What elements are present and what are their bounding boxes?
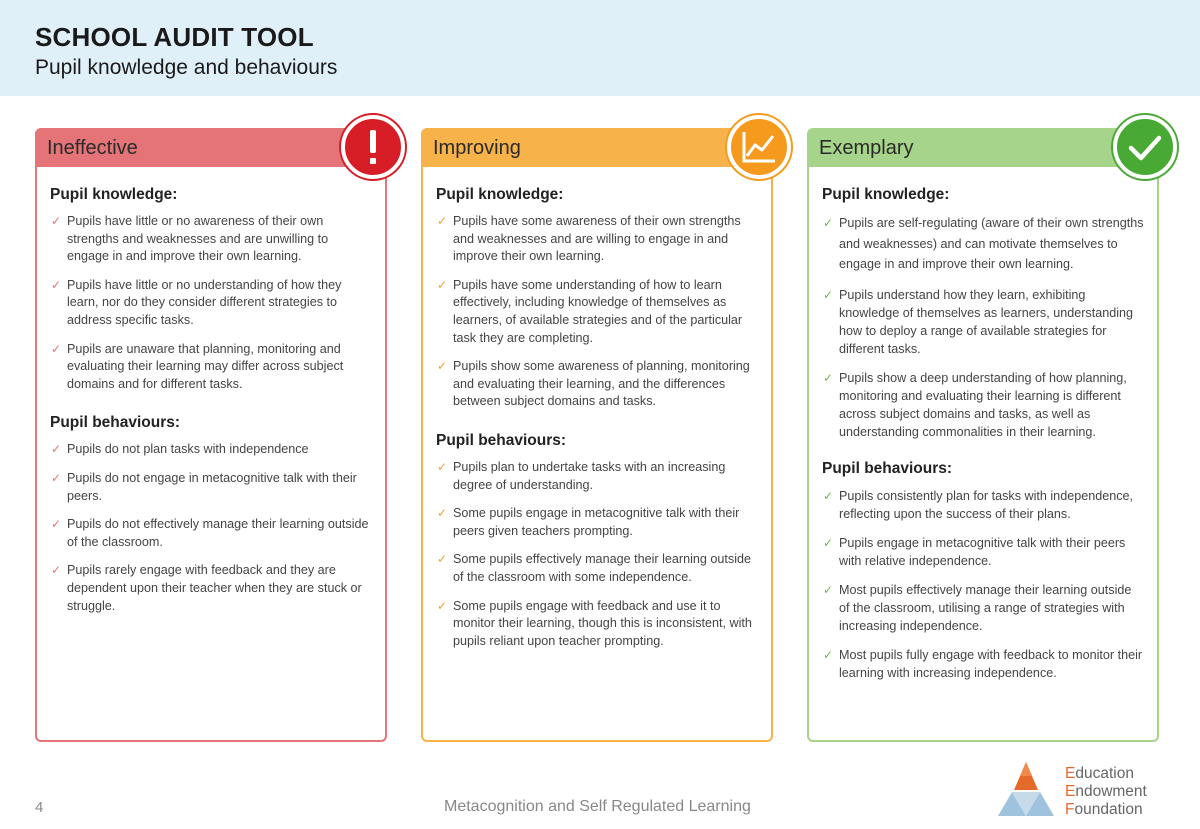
check-icon: ✓ [51,214,62,228]
list-item: ✓ Pupils do not effectively manage their learning outside of the classroom. [51,517,369,549]
section-title: Pupil knowledge: [50,186,178,203]
list-item: ✓ Pupils are unaware that planning, monitoring and evaluating their learning may differ across subject domains and for different tasks. [51,341,344,391]
check-icon: ✓ [51,341,62,356]
check-icon: ✓ [823,535,834,550]
section-title: Pupil knowledge: [436,186,564,203]
check-icon: ✓ [51,277,62,292]
card-heading: Ineffective [37,130,385,167]
card-ineffective [35,128,387,742]
list-item: ✓ Pupils have little or no understanding of how they learn, nor do they consider different strategies to address specific tasks. [51,277,342,327]
card-improving [421,128,773,742]
check-icon: ✓ [437,459,448,474]
section-title: Pupil behaviours: [822,459,953,477]
check-icon: ✓ [437,359,448,374]
section-title: Pupil knowledge: [822,186,950,203]
card-heading: Improving [423,130,771,167]
check-icon: ✓ [823,370,834,385]
line-chart-icon [727,115,791,179]
check-icon: ✓ [437,506,448,521]
page-subtitle: Pupil knowledge and behaviours [35,56,338,79]
checkmark-icon [1113,115,1177,179]
eef-logo-text: Education Endowment Foundation [1065,765,1147,818]
check-icon: ✓ [437,552,448,567]
list-item: ✓ Pupils understand how they learn, exhibiting knowledge of themselves as learners, understanding how to deploy a range of available strategies for different tasks. [823,287,1134,356]
exclamation-icon [341,115,405,179]
footer-title: Metacognition and Self Regulated Learning [444,798,751,815]
list-item: ✓ Pupils engage in metacognitive talk with their peers with relative independence. [823,535,1126,568]
list-item: ✓ Pupils show a deep understanding of how planning, monitoring and evaluating their learning is different across subject domains and tasks, as well as understanding commonalities in their learning. [823,370,1127,439]
page-header [0,0,1200,96]
check-icon: ✓ [823,216,834,230]
page-title: SCHOOL AUDIT TOOL [35,22,314,52]
check-icon: ✓ [437,598,448,613]
list-item: ✓ Pupils rarely engage with feedback and they are dependent upon their teacher when they are stuck or struggle. [51,563,362,613]
check-icon: ✓ [823,647,834,662]
card-exemplary [807,128,1159,742]
list-item: ✓ Some pupils engage in metacognitive talk with their peers given teachers prompting. [437,506,740,538]
list-item: ✓ Pupils consistently plan for tasks with independence, reflecting upon the success of their plans. [823,488,1134,521]
list-item: ✓ Pupils have some awareness of their own strengths and weaknesses and are willing to engage in and improve their own learning. [437,214,741,264]
list-item: ✓ Pupils plan to undertake tasks with an increasing degree of understanding. [437,459,726,492]
check-icon: ✓ [51,517,62,532]
list-item: ✓ Pupils have some understanding of how to learn effectively, including knowledge of themselves as learners, of available strategies and of the particular task they are completing. [437,277,743,345]
check-icon: ✓ [437,277,448,292]
eef-logo-icon [996,760,1056,818]
card-heading: Exemplary [809,130,1157,167]
check-icon: ✓ [823,287,834,302]
page-number: 4 [35,799,44,816]
list-item: ✓ Pupils have little or no awareness of their own strengths and weaknesses and are unwilling to engage in and improve their own learning. [51,214,329,264]
list-item: ✓ Pupils do not plan tasks with independence [50,441,373,459]
check-icon: ✓ [51,442,62,457]
check-icon: ✓ [437,214,448,228]
check-icon: ✓ [823,488,834,503]
list-item: ✓ Pupils are self-regulating (aware of their own strengths and weaknesses) and can motivate themselves to engage in and improve their own learning. [822,213,1145,275]
check-icon: ✓ [823,582,834,597]
list-item: ✓ Pupils do not engage in metacognitive talk with their peers. [51,470,357,503]
list-item: ✓ Most pupils fully engage with feedback to monitor their learning with increasing independence. [823,647,1143,680]
list-item: ✓ Pupils show some awareness of planning, monitoring and evaluating their learning, and the differences between subject domains and tasks. [437,359,750,409]
section-title: Pupil behaviours: [436,431,567,449]
list-item: ✓ Most pupils effectively manage their learning outside of the classroom, utilising a range of strategies with increasing independence. [823,582,1132,633]
list-item: ✓ Some pupils engage with feedback and use it to monitor their learning, though this is inconsistent, with pupils reliant upon teacher prompting. [437,598,752,648]
check-icon: ✓ [51,470,62,485]
list-item: ✓ Some pupils effectively manage their learning outside of the classroom with some independence. [437,552,751,584]
check-icon: ✓ [51,563,62,578]
section-title: Pupil behaviours: [50,414,181,432]
